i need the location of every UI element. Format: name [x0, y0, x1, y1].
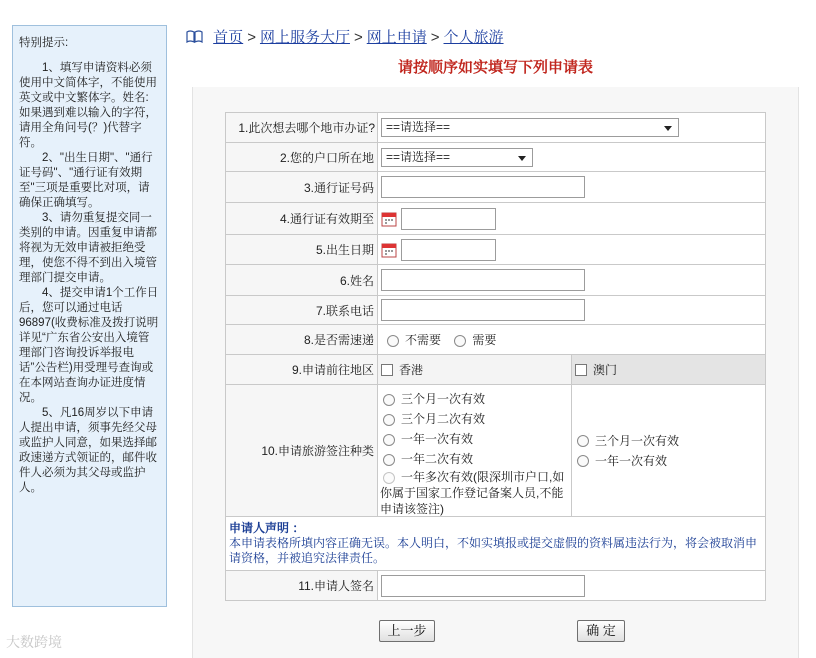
hk-visa-radio[interactable]: [383, 394, 395, 406]
book-icon: [186, 30, 203, 43]
declaration-title: 申请人声明 ：: [229, 521, 305, 535]
q7-label: 7.联系电话: [226, 296, 378, 325]
breadcrumb-separator: >: [247, 29, 256, 46]
birth-date-input[interactable]: [401, 239, 496, 261]
watermark: 大数跨境: [6, 634, 62, 650]
q10-label: 10.申请旅游签注种类: [226, 385, 378, 517]
chevron-down-icon: [518, 156, 526, 161]
tips-title: 特别提示:: [19, 37, 69, 49]
breadcrumb-separator: >: [353, 29, 363, 46]
q4-label: 4.通行证有效期至: [226, 203, 378, 235]
hk-visa-radio[interactable]: [383, 454, 395, 466]
breadcrumb-home-link[interactable]: 首页: [213, 29, 244, 46]
tip-item: 4、提交申请1个工作日后，您可以通过电话96897(收费标准及拨打说明详见“广东省公安出入境管理部门咨询投诉举报电话”公告栏)用受理号查询或在本网站查询办证进度情况。: [19, 287, 159, 404]
express-yes-radio[interactable]: [454, 335, 466, 347]
hk-visa-label: 三个月二次有效: [401, 412, 486, 426]
hk-visa-radio[interactable]: [383, 414, 395, 426]
breadcrumb-separator: >: [430, 29, 440, 46]
mo-visa-label: 三个月一次有效: [595, 433, 680, 448]
mo-visa-label: 一年一次有效: [595, 453, 668, 468]
mo-visa-radio[interactable]: [577, 435, 589, 447]
tip-item: 2、"出生日期"、"通行证号码"、"通行证有效期至"三项是重要比对项，请确保正确填写。: [19, 152, 153, 209]
breadcrumb-current-link[interactable]: 个人旅游: [443, 29, 504, 46]
prev-button[interactable]: 上一步: [379, 620, 435, 642]
hk-visa-radio[interactable]: [383, 472, 395, 484]
tip-item: 1、填写申请资料必须使用中文简体字，不能使用英文或中文繁体字。姓名:如果遇到难以输入的字符，请用全角问号(？)代替字符。: [19, 62, 157, 149]
calendar-icon[interactable]: [381, 242, 397, 258]
q1-label: 1.此次想去哪个地市办证?: [226, 113, 378, 143]
household-select-value: ==请选择==: [386, 149, 451, 164]
q11-label: 11.申请人签名: [226, 571, 378, 601]
tip-item: 3、请勿重复提交同一类别的申请。因重复申请都将视为无效申请被拒绝受理，使您不得不到出入境管理部门提交申请。: [19, 212, 157, 284]
permit-number-input[interactable]: [381, 176, 585, 198]
application-form: [225, 112, 766, 601]
q6-label: 6.姓名: [226, 265, 378, 296]
hk-visa-label: 一年二次有效: [401, 452, 474, 466]
breadcrumb-hall-link[interactable]: 网上服务大厅: [259, 29, 350, 46]
mo-visa-radio[interactable]: [577, 455, 589, 467]
express-no-label: 不需要: [405, 333, 442, 347]
city-select-value: ==请选择==: [386, 120, 451, 134]
q3-label: 3.通行证号码: [226, 172, 378, 203]
declaration: [226, 517, 766, 571]
permit-expiry-input[interactable]: [401, 208, 496, 230]
calendar-icon[interactable]: [381, 211, 397, 227]
chevron-down-icon: [664, 126, 672, 131]
page-heading: 请按顺序如实填写下列申请表: [397, 59, 593, 76]
express-no-radio[interactable]: [387, 335, 399, 347]
hk-visa-label: 一年一次有效: [401, 432, 474, 446]
declaration-text: 本申请表格所填内容正确无误。本人明白，不如实填报或提交虚假的资料属违法行为，将会被取消申请资格，并被追究法律责任。: [229, 536, 758, 565]
q8-label: 8.是否需速递: [226, 325, 378, 355]
breadcrumb: [186, 26, 504, 47]
hk-visa-radio[interactable]: [383, 434, 395, 446]
hongkong-checkbox[interactable]: [381, 364, 393, 376]
q9-label: 9.申请前往地区: [226, 355, 378, 385]
macau-label: 澳门: [593, 363, 618, 377]
breadcrumb-apply-link[interactable]: 网上申请: [366, 29, 427, 46]
macau-checkbox[interactable]: [575, 364, 587, 376]
express-yes-label: 需要: [472, 333, 497, 347]
hongkong-label: 香港: [399, 363, 424, 377]
macau-visa-options: [572, 385, 765, 516]
name-input[interactable]: [381, 269, 585, 291]
tip-item: 5、凡16周岁以下申请人提出申请，须事先经父母或监护人同意，如果选择邮政速递方式领证的，邮件收件人必须为其父母或监护人。: [19, 407, 157, 494]
city-select[interactable]: [381, 118, 679, 137]
hk-visa-label: 一年多次有效(限深圳市户口,如你属于国家工作登记备案人员,不能申请该签注): [380, 470, 565, 516]
q2-label: 2.您的户口所在地: [226, 143, 378, 172]
confirm-button[interactable]: 确 定: [577, 620, 625, 642]
tips-panel: [12, 25, 167, 607]
q5-label: 5.出生日期: [226, 235, 378, 265]
household-select[interactable]: [381, 148, 533, 167]
signature-input[interactable]: [381, 575, 585, 597]
hk-visa-label: 三个月一次有效: [401, 392, 486, 406]
phone-input[interactable]: [381, 299, 585, 321]
hongkong-visa-options: [378, 385, 572, 516]
